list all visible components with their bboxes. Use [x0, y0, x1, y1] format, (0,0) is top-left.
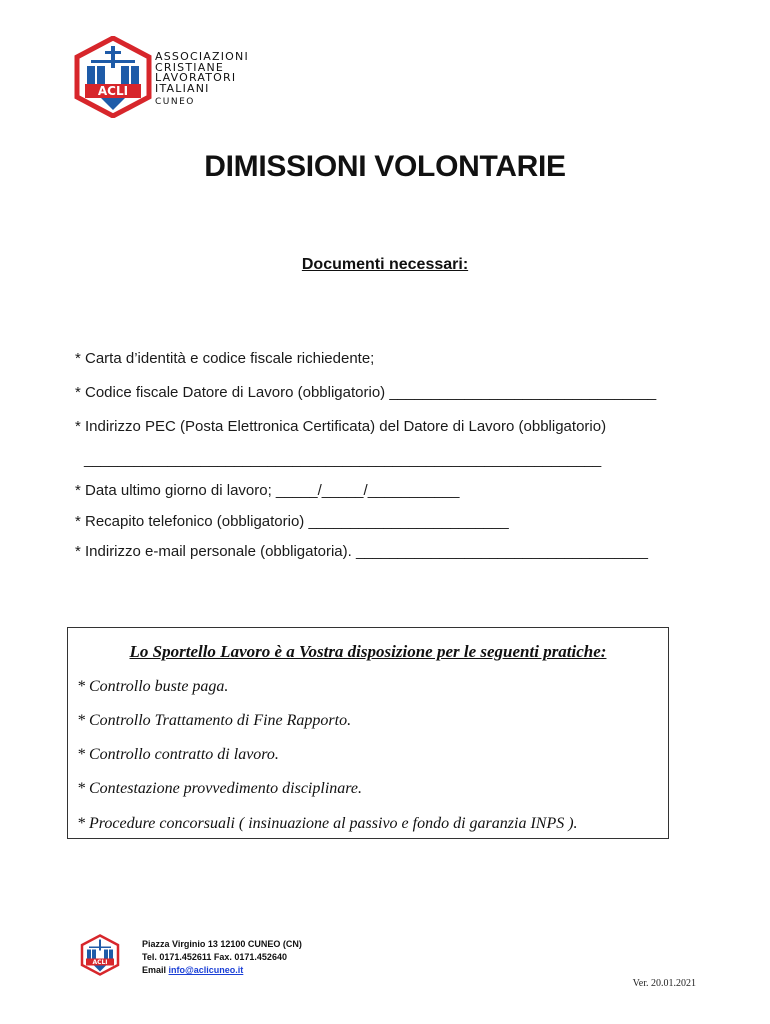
org-line: LAVORATORI	[155, 71, 237, 84]
org-line: ITALIANI	[155, 81, 210, 95]
org-line: ASSOCIAZIONI	[155, 50, 249, 63]
footer-email-link[interactable]: info@aclicuneo.it	[168, 965, 244, 975]
footer-email-label: Email	[142, 965, 169, 975]
service-item: * Controllo buste paga.	[77, 678, 229, 695]
acli-footer-logo	[80, 934, 120, 976]
document-title: DIMISSIONI VOLONTARIE	[204, 150, 566, 183]
acli-logo	[73, 36, 153, 118]
services-box	[67, 627, 669, 839]
service-item: * Controllo contratto di lavoro.	[77, 746, 279, 763]
footer-email-row	[142, 964, 302, 977]
service-item: * Contestazione provvedimento disciplinare.	[77, 780, 362, 797]
version-label: Ver. 20.01.2021	[632, 978, 696, 989]
svg-text:ACLI: ACLI	[97, 84, 129, 98]
document-subtitle: Documenti necessari:	[301, 256, 469, 273]
org-line: CRISTIANE	[155, 60, 225, 74]
service-item: * Procedure concorsuali ( insinuazione al passivo e fondo di garanzia INPS ).	[77, 815, 578, 832]
svg-text:ACLI: ACLI	[92, 959, 108, 966]
requirement-item: * Indirizzo PEC (Posta Elettronica Certificata) del Datore di Lavoro (obbligatorio)	[75, 418, 607, 435]
org-name	[155, 52, 249, 108]
requirement-item: * Data ultimo giorno di lavoro; _____/_____/___________	[75, 482, 460, 499]
requirement-item: * Recapito telefonico (obbligatorio) ________________________	[75, 513, 509, 530]
requirement-item: * Carta d’identità e codice fiscale richiedente;	[75, 350, 375, 367]
requirement-item: * Codice fiscale Datore di Lavoro (obbligatorio) ________________________________	[75, 384, 657, 401]
services-title: Lo Sportello Lavoro è a Vostra disposizione per le seguenti pratiche:	[129, 642, 607, 661]
footer-phones: Tel. 0171.452611 Fax. 0171.452640	[142, 952, 287, 962]
footer-contact	[142, 938, 302, 977]
requirement-fill-line: ______________________________________________________________	[84, 451, 602, 468]
footer-address: Piazza Virginio 13 12100 CUNEO (CN)	[142, 939, 302, 949]
service-item: * Controllo Trattamento di Fine Rapporto.	[77, 712, 352, 729]
requirement-item: * Indirizzo e-mail personale (obbligatoria). ___________________________________	[75, 543, 648, 560]
org-city: CUNEO	[155, 97, 195, 107]
